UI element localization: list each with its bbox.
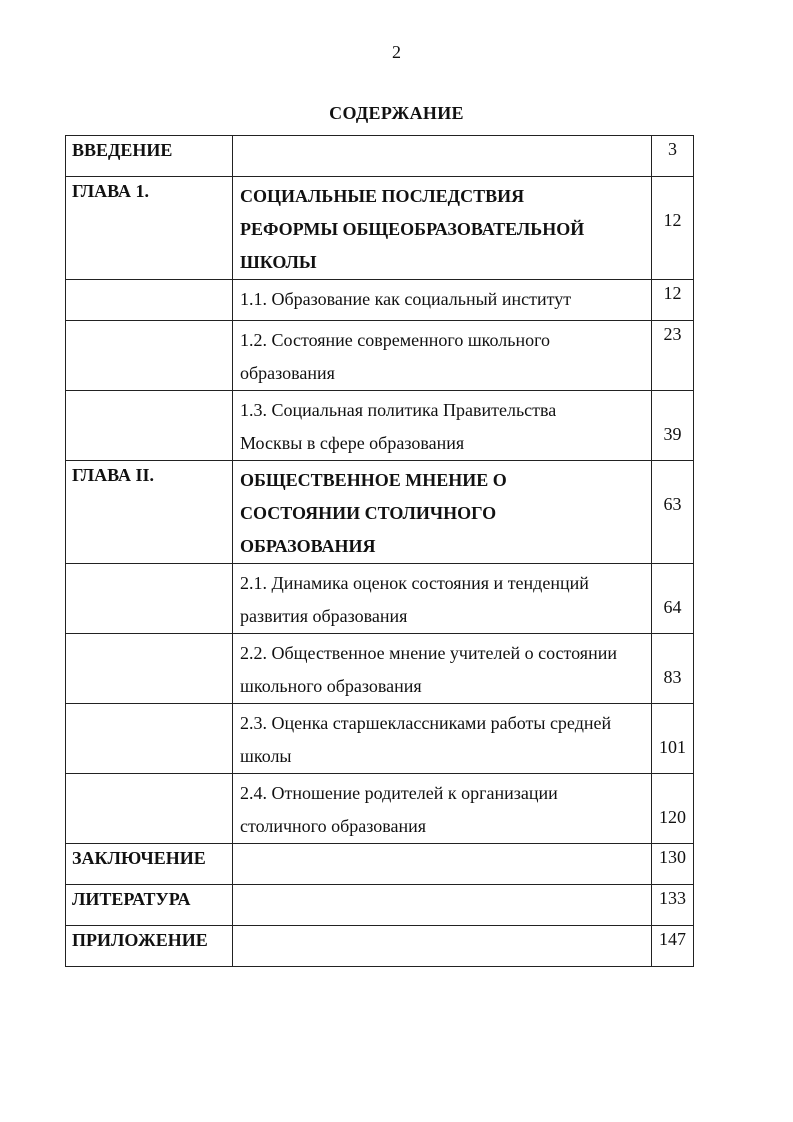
- toc-section-label: [66, 704, 233, 774]
- toc-page-cell: [652, 704, 694, 774]
- toc-page-number: 12: [663, 210, 682, 230]
- toc-page-number: 147: [659, 929, 686, 949]
- toc-entry-line: развития образования: [240, 606, 408, 626]
- toc-page-number: 130: [659, 847, 686, 867]
- toc-row-2-1: [66, 564, 694, 634]
- toc-section-label: ПРИЛОЖЕНИЕ: [66, 926, 233, 967]
- toc-page-number: 64: [663, 597, 682, 617]
- toc-entry-title: [233, 885, 652, 926]
- toc-entry-line: школьного образования: [240, 676, 422, 696]
- toc-entry-title: [233, 844, 652, 885]
- toc-entry-line: 1.1. Образование как социальный институт: [240, 289, 572, 309]
- toc-entry-line: ОБЩЕСТВЕННОЕ МНЕНИЕ О: [240, 470, 507, 490]
- toc-entry-line: столичного образования: [240, 816, 427, 836]
- toc-entry-line: СОЦИАЛЬНЫЕ ПОСЛЕДСТВИЯ: [240, 186, 525, 206]
- toc-section-label: [66, 321, 233, 391]
- toc-entry-line: Москвы в сфере образования: [240, 433, 465, 453]
- toc-section-label: ЗАКЛЮЧЕНИЕ: [66, 844, 233, 885]
- toc-entry-line: СОСТОЯНИИ СТОЛИЧНОГО: [240, 503, 497, 523]
- toc-page-cell: [652, 926, 694, 967]
- toc-section-label: [66, 564, 233, 634]
- toc-entry-title: [233, 774, 652, 844]
- toc-section-label: ВВЕДЕНИЕ: [66, 136, 233, 177]
- toc-page-cell: [652, 885, 694, 926]
- toc-page-cell: [652, 391, 694, 461]
- toc-page-number: 63: [663, 494, 682, 514]
- toc-section-label: [66, 634, 233, 704]
- toc-row-2-4: [66, 774, 694, 844]
- toc-section-label: [66, 774, 233, 844]
- toc-entry-title: [233, 564, 652, 634]
- toc-page-cell: [652, 844, 694, 885]
- page-number: 2: [392, 42, 401, 62]
- toc-entry-title: [233, 177, 652, 280]
- toc-entry-line: 2.1. Динамика оценок состояния и тенденций: [240, 573, 589, 593]
- toc-page-cell: [652, 774, 694, 844]
- toc-page-number: 39: [663, 424, 682, 444]
- toc-entry-title: [233, 136, 652, 177]
- toc-entry-line: образования: [240, 363, 335, 383]
- toc-entry-title: [233, 634, 652, 704]
- toc-section-label: ЛИТЕРАТУРА: [66, 885, 233, 926]
- toc-page-cell: [652, 564, 694, 634]
- toc-section-label: ГЛАВА 1.: [66, 177, 233, 280]
- toc-section-label: [66, 280, 233, 321]
- toc-entry-line: ОБРАЗОВАНИЯ: [240, 536, 376, 556]
- toc-page-number: 3: [668, 139, 677, 159]
- toc-entry-title: [233, 321, 652, 391]
- toc-page-number: 120: [659, 807, 686, 827]
- toc-row-appendix: [66, 926, 694, 967]
- toc-entry-line: 1.3. Социальная политика Правительства: [240, 400, 557, 420]
- toc-page-cell: [652, 280, 694, 321]
- toc-page-cell: [652, 136, 694, 177]
- toc-row-2-2: [66, 634, 694, 704]
- toc-entry-line: 2.2. Общественное мнение учителей о состоянии: [240, 643, 617, 663]
- page-title: СОДЕРЖАНИЕ: [329, 103, 464, 123]
- toc-page-cell: [652, 461, 694, 564]
- toc-row-1-2: [66, 321, 694, 391]
- toc-page-number: 23: [663, 324, 682, 344]
- toc-page-number: 133: [659, 888, 686, 908]
- toc-entry-line: 1.2. Состояние современного школьного: [240, 330, 551, 350]
- toc-entry-title: [233, 926, 652, 967]
- toc-entry-title: [233, 280, 652, 321]
- toc-entry-line: РЕФОРМЫ ОБЩЕОБРАЗОВАТЕЛЬНОЙ: [240, 219, 585, 239]
- toc-page-cell: [652, 177, 694, 280]
- toc-entry-title: [233, 391, 652, 461]
- toc-page-number: 83: [663, 667, 682, 687]
- toc-entry-line: 2.3. Оценка старшеклассниками работы средней: [240, 713, 612, 733]
- toc-page-number: 12: [663, 283, 682, 303]
- toc-row-introduction: [66, 136, 694, 177]
- toc-section-label: [66, 391, 233, 461]
- toc-row-2-3: [66, 704, 694, 774]
- table-of-contents: [65, 135, 694, 967]
- toc-row-conclusion: [66, 844, 694, 885]
- toc-entry-line: ШКОЛЫ: [240, 252, 317, 272]
- toc-row-1-3: [66, 391, 694, 461]
- toc-entry-line: 2.4. Отношение родителей к организации: [240, 783, 558, 803]
- toc-entry-title: [233, 704, 652, 774]
- toc-section-label: ГЛАВА II.: [66, 461, 233, 564]
- toc-row-chapter-2: [66, 461, 694, 564]
- toc-entry-title: [233, 461, 652, 564]
- toc-row-literature: [66, 885, 694, 926]
- toc-page-number: 101: [659, 737, 686, 757]
- toc-page-cell: [652, 634, 694, 704]
- toc-row-1-1: [66, 280, 694, 321]
- toc-entry-line: школы: [240, 746, 292, 766]
- toc-page-cell: [652, 321, 694, 391]
- toc-row-chapter-1: [66, 177, 694, 280]
